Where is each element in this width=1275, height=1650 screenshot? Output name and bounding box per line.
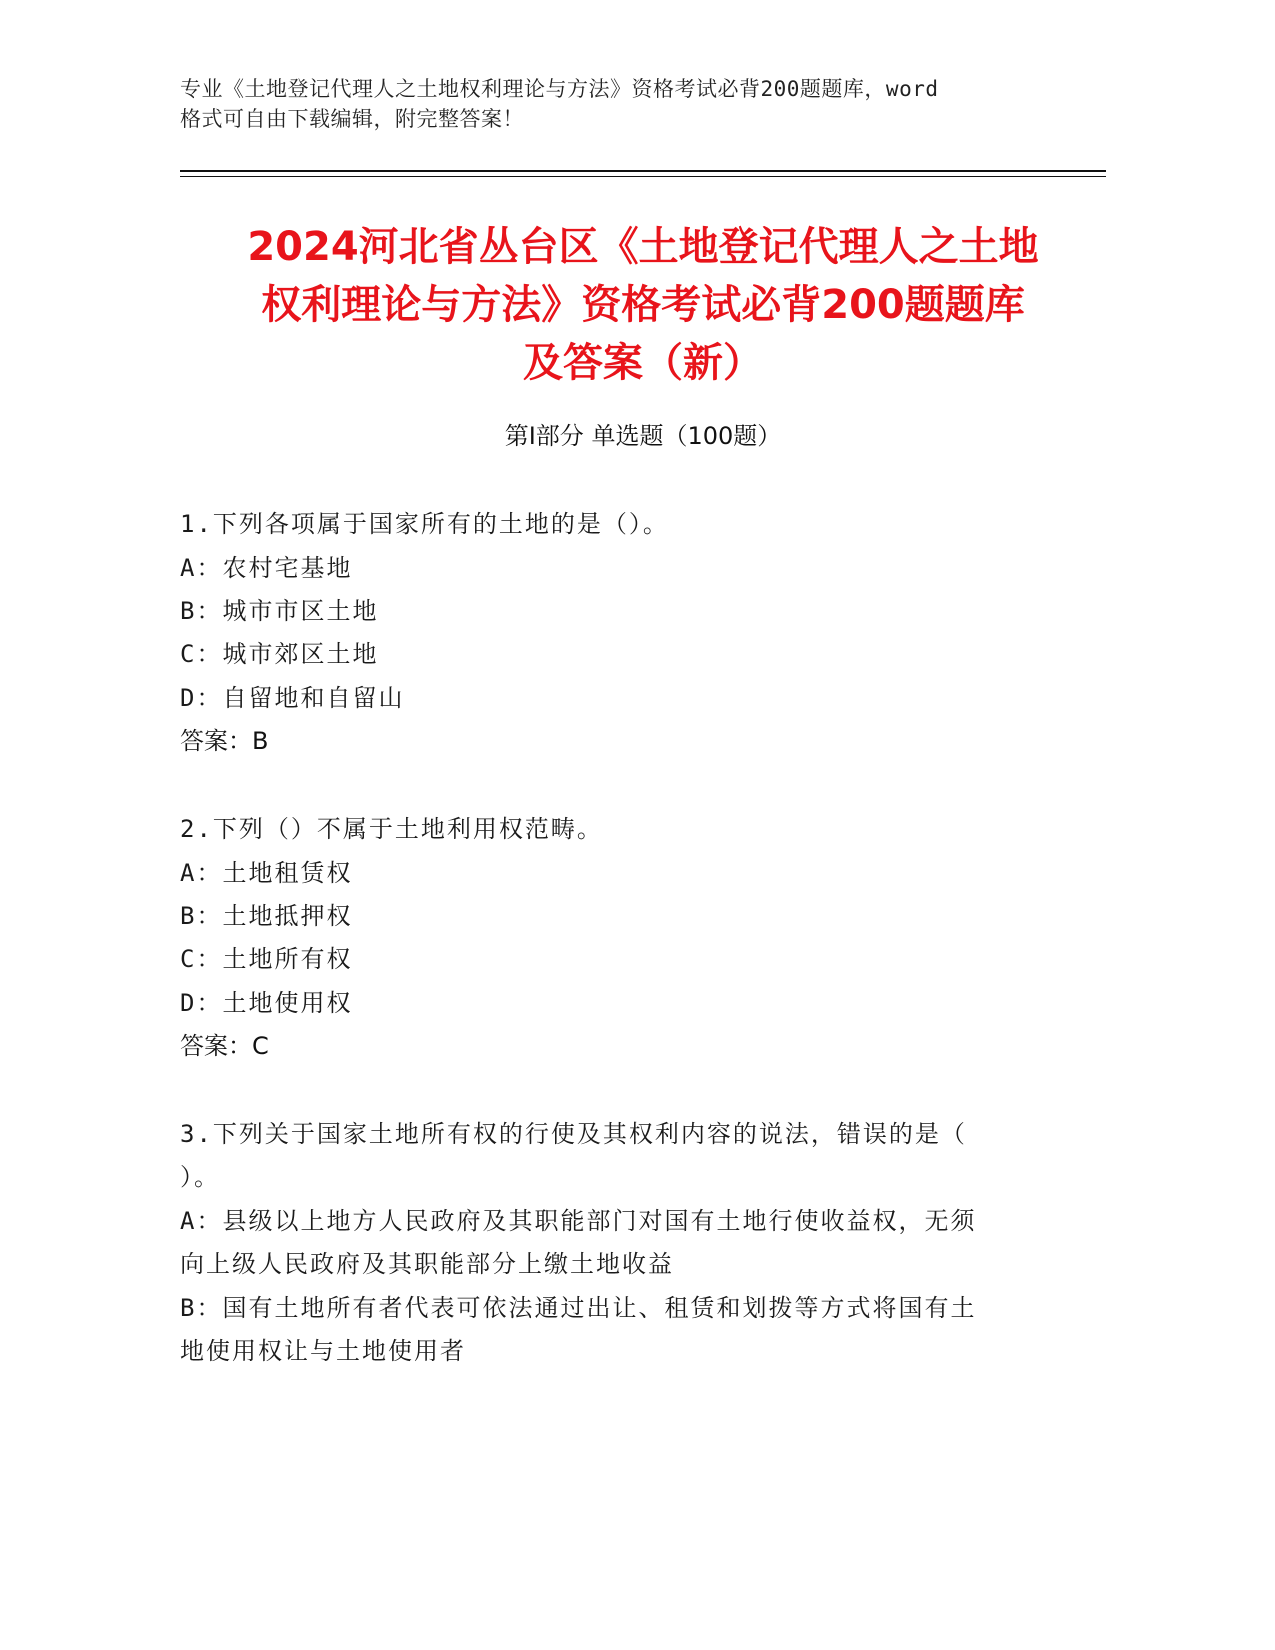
question-2-option-b: B：土地抵押权 [180,902,353,930]
question-3-stem: 3.下列关于国家土地所有权的行使及其权利内容的说法，错误的是（ [180,1120,967,1148]
question-2-option-c: C：土地所有权 [180,945,353,973]
title-line: 2024河北省丛台区《土地登记代理人之土地 [247,224,1039,270]
header-divider-thick [180,170,1106,172]
question-2-option-d: D：土地使用权 [180,989,353,1017]
question-3-option-b: B：国有土地所有者代表可依法通过出让、租赁和划拨等方式将国有土 [180,1294,977,1322]
header-divider-thin [180,176,1106,177]
question-3-option-a: A：县级以上地方人民政府及其职能部门对国有土地行使收益权，无须 [180,1207,977,1235]
document-title [170,218,1116,392]
header-note-line: 格式可自由下载编辑，附完整答案！ [180,107,524,131]
question-1-option-d: D：自留地和自留山 [180,684,405,712]
question-2-stem: 2.下列（）不属于土地利用权范畴。 [180,815,603,843]
title-line: 权利理论与方法》资格考试必背200题题库 [261,282,1025,328]
question-1-stem: 1.下列各项属于国家所有的土地的是（）。 [180,510,669,538]
question-3-stem-cont: ）。 [180,1163,220,1191]
question-3-option-b-cont: 地使用权让与土地使用者 [180,1337,466,1365]
question-1-option-c: C：城市郊区土地 [180,640,379,668]
header-note-line: 专业《土地登记代理人之土地权利理论与方法》资格考试必背200题题库，word [180,77,939,101]
question-3-option-a-cont: 向上级人民政府及其职能部分上缴土地收益 [180,1250,674,1278]
question-2-answer: 答案：C [180,1032,269,1060]
question-1-answer: 答案：B [180,727,269,755]
question-1-option-b: B：城市市区土地 [180,597,379,625]
section-heading: 第Ⅰ部分 单选题（100题） [504,422,782,450]
header-note [180,74,1060,134]
title-line: 及答案（新） [523,340,763,386]
question-1-option-a: A：农村宅基地 [180,554,353,582]
question-2-option-a: A：土地租赁权 [180,859,353,887]
